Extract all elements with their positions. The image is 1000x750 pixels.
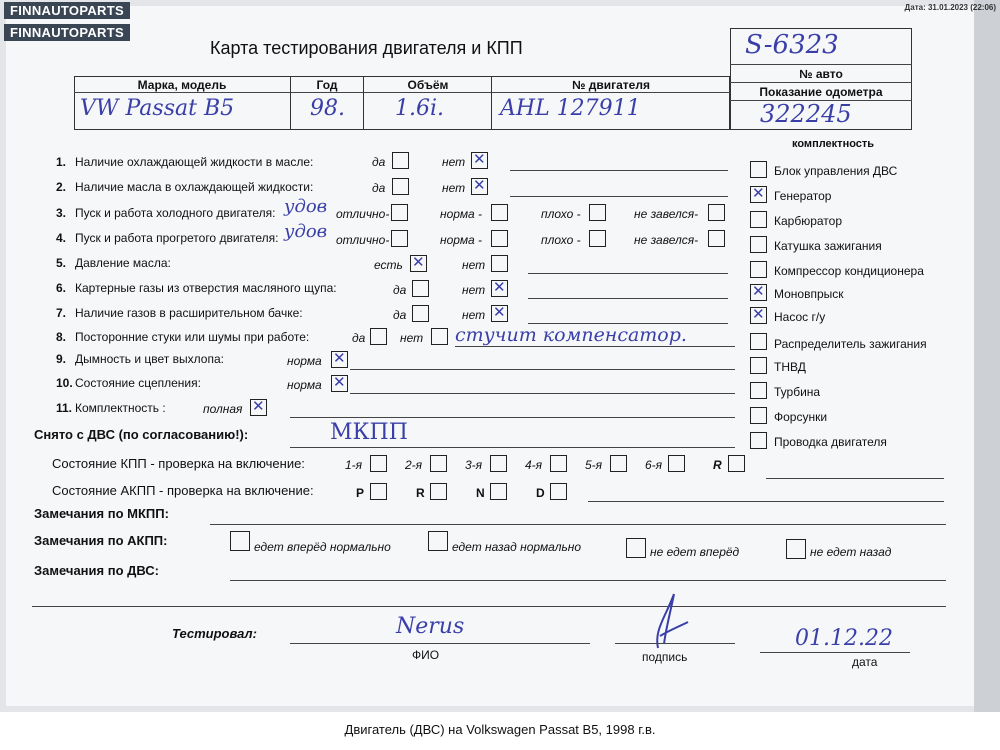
removed-label: Снято с ДВС (по согласованию!):: [34, 427, 249, 442]
item-7-num: 7.: [56, 306, 67, 320]
item-3-note: удов: [284, 196, 328, 217]
item-3-nostart-checkbox[interactable]: [708, 204, 725, 221]
header-engine-no: № двигателя: [572, 78, 650, 92]
item-8-note: стучит компенсатор.: [455, 324, 687, 346]
item-5-num: 5.: [56, 256, 67, 270]
kit-checkbox-4[interactable]: [750, 261, 767, 278]
item-3-excellent-checkbox[interactable]: [391, 204, 408, 221]
kpp-gear-3: 3-я: [465, 458, 483, 472]
akpp-gear-d: D: [536, 486, 545, 500]
header-odometer: Показание одометра: [759, 85, 883, 99]
item-8-yes-checkbox[interactable]: [370, 328, 387, 345]
item-8-no-checkbox[interactable]: [431, 328, 448, 345]
item-6-yes-checkbox[interactable]: [412, 280, 429, 297]
kit-label-2: Карбюратор: [774, 214, 843, 228]
kit-label-4: Компрессор кондиционера: [774, 264, 924, 278]
item-6-opt-no: нет: [462, 283, 486, 297]
kpp-gear-4: 4-я: [525, 458, 543, 472]
form-title: Карта тестирования двигателя и КПП: [210, 38, 523, 58]
item-3-label: Пуск и работа холодного двигателя:: [75, 206, 276, 220]
item-3-opt-bad: плохо -: [541, 207, 581, 221]
kpp-gear-4-checkbox[interactable]: [550, 455, 567, 472]
item-4-num: 4.: [56, 231, 67, 245]
item-11-label: Комплектность :: [75, 401, 166, 415]
kpp-gear-r: R: [713, 458, 722, 472]
item-9-opt-normal: норма: [287, 354, 322, 368]
item-1-opt-yes: да: [372, 155, 386, 169]
date-label: дата: [852, 655, 878, 669]
item-7-opt-no: нет: [462, 308, 486, 322]
brand-model-value: VW Passat B5: [80, 96, 235, 121]
kit-label-10: Форсунки: [774, 410, 828, 424]
item-4-opt-bad: плохо -: [541, 233, 581, 247]
item-10-num: 10.: [56, 376, 73, 390]
year-value: 98.: [310, 96, 345, 121]
kit-checkbox-0[interactable]: [750, 161, 767, 178]
kit-checkbox-10[interactable]: [750, 407, 767, 424]
item-10-opt-normal: норма: [287, 378, 322, 392]
item-3-opt-normal: норма -: [440, 207, 483, 221]
signature-label: подпись: [642, 650, 688, 664]
akpp-gear-p-checkbox[interactable]: [370, 483, 387, 500]
kit-checkbox-11[interactable]: [750, 432, 767, 449]
kpp-label: Состояние КПП - проверка на включение:: [52, 456, 305, 471]
item-6-no-checkbox[interactable]: [491, 280, 508, 297]
header-volume: Объём: [407, 78, 449, 92]
kpp-gear-5: 5-я: [585, 458, 603, 472]
removed-value: МКПП: [330, 420, 408, 445]
item-9-label: Дымность и цвет выхлопа:: [75, 352, 224, 366]
kit-checkbox-3[interactable]: [750, 236, 767, 253]
item-3-opt-excellent: отлично-: [336, 207, 390, 221]
watermark-logo-2: FINNAUTOPARTS: [4, 24, 130, 41]
remarks-dvs-label: Замечания по ДВС:: [34, 563, 159, 578]
item-4-normal-checkbox[interactable]: [491, 230, 508, 247]
item-8-label: Посторонние стуки или шумы при работе:: [75, 330, 310, 344]
akpp-gear-n: N: [476, 486, 485, 500]
item-9-normal-checkbox[interactable]: [331, 351, 348, 368]
kpp-gear-2-checkbox[interactable]: [430, 455, 447, 472]
item-4-label: Пуск и работа прогретого двигателя:: [75, 231, 279, 245]
akpp-no-forward-checkbox[interactable]: [626, 538, 646, 558]
akpp-label: Состояние АКПП - проверка на включение:: [52, 483, 314, 498]
kit-checkbox-1[interactable]: [750, 186, 767, 203]
item-4-opt-normal: норма -: [440, 233, 483, 247]
akpp-back-ok-checkbox[interactable]: [428, 531, 448, 551]
item-2-label: Наличие масла в охлаждающей жидкости:: [75, 180, 314, 194]
item-3-num: 3.: [56, 206, 67, 220]
item-4-opt-excellent: отлично-: [336, 233, 390, 247]
tester-name: Nerus: [396, 614, 465, 639]
engine-no-value: AHL 127911: [500, 96, 641, 121]
akpp-no-back-checkbox[interactable]: [786, 539, 806, 559]
watermark-logo: FINNAUTOPARTS: [4, 2, 130, 19]
item-6-num: 6.: [56, 281, 67, 295]
item-1-yes-checkbox[interactable]: [392, 152, 409, 169]
item-11-opt-full: полная: [203, 402, 243, 416]
paper-shadow: [974, 0, 1000, 712]
item-1-no-checkbox[interactable]: [471, 152, 488, 169]
item-4-note: удов: [284, 221, 328, 242]
item-7-label: Наличие газов в расширительном бачке:: [75, 306, 303, 320]
item-7-opt-yes: да: [393, 308, 407, 322]
kpp-gear-1: 1-я: [345, 458, 363, 472]
item-2-num: 2.: [56, 180, 67, 194]
item-8-opt-yes: да: [352, 331, 366, 345]
header-car-no: № авто: [799, 67, 843, 81]
kit-checkbox-9[interactable]: [750, 382, 767, 399]
date-value: 01.12.22: [795, 626, 893, 651]
fio-label: ФИО: [412, 648, 440, 662]
item-4-opt-nostart: не завелся-: [634, 233, 699, 247]
item-5-opt-yes: есть: [374, 258, 403, 272]
akpp-back-ok-label: едет назад нормально: [452, 540, 582, 554]
kit-checkbox-8[interactable]: [750, 357, 767, 374]
item-4-nostart-checkbox[interactable]: [708, 230, 725, 247]
kit-label-5: Моновпрыск: [774, 287, 844, 301]
akpp-forward-ok-label: едет вперёд нормально: [254, 540, 391, 554]
item-11-num: 11.: [56, 401, 73, 415]
item-8-num: 8.: [56, 330, 67, 344]
akpp-gear-r-checkbox[interactable]: [430, 483, 447, 500]
kpp-gear-6: 6-я: [645, 458, 663, 472]
item-7-yes-checkbox[interactable]: [412, 305, 429, 322]
kit-checkbox-6[interactable]: [750, 307, 767, 324]
akpp-forward-ok-checkbox[interactable]: [230, 531, 250, 551]
kpp-gear-1-checkbox[interactable]: [370, 455, 387, 472]
kpp-gear-r-checkbox[interactable]: [728, 455, 745, 472]
item-6-label: Картерные газы из отверстия масляного щупа:: [75, 281, 337, 295]
item-5-yes-checkbox[interactable]: [410, 255, 427, 272]
kit-title: комплектность: [792, 138, 875, 150]
odometer-value: 322245: [760, 100, 852, 128]
page-caption: Двигатель (ДВС) на Volkswagen Passat B5, 1998 г.в.: [344, 722, 656, 737]
header-year: Год: [316, 78, 338, 92]
item-2-yes-checkbox[interactable]: [392, 178, 409, 195]
akpp-no-back-label: не едет назад: [810, 545, 892, 559]
kit-checkbox-7[interactable]: [750, 333, 767, 350]
item-5-label: Давление масла:: [75, 256, 171, 270]
kit-label-1: Генератор: [774, 189, 832, 203]
item-10-normal-checkbox[interactable]: [331, 375, 348, 392]
item-1-label: Наличие охлаждающей жидкости в масле:: [75, 155, 314, 169]
akpp-gear-p: P: [356, 486, 365, 500]
signature-mark: [630, 586, 700, 656]
kpp-gear-5-checkbox[interactable]: [610, 455, 627, 472]
item-4-bad-checkbox[interactable]: [589, 230, 606, 247]
kit-label-11: Проводка двигателя: [774, 435, 887, 449]
kit-checkbox-2[interactable]: [750, 211, 767, 228]
item-10-label: Состояние сцепления:: [75, 376, 201, 390]
kpp-gear-3-checkbox[interactable]: [490, 455, 507, 472]
kit-label-8: ТНВД: [774, 360, 806, 374]
remarks-akpp-label: Замечания по АКПП:: [34, 533, 168, 548]
kit-label-3: Катушка зажигания: [774, 239, 882, 253]
kit-label-0: Блок управления ДВС: [774, 164, 898, 178]
item-2-no-checkbox[interactable]: [471, 178, 488, 195]
akpp-gear-d-checkbox[interactable]: [550, 483, 567, 500]
kit-label-9: Турбина: [774, 385, 821, 399]
item-9-num: 9.: [56, 352, 67, 366]
item-1-num: 1.: [56, 155, 67, 169]
item-1-opt-no: нет: [442, 155, 466, 169]
item-11-full-checkbox[interactable]: [250, 399, 267, 416]
akpp-no-forward-label: не едет вперёд: [650, 545, 740, 559]
item-8-opt-no: нет: [400, 331, 424, 345]
tested-label: Тестировал:: [172, 626, 257, 641]
item-3-normal-checkbox[interactable]: [491, 204, 508, 221]
kpp-gear-6-checkbox[interactable]: [668, 455, 685, 472]
kit-label-6: Насос г/у: [774, 310, 826, 324]
item-4-excellent-checkbox[interactable]: [391, 230, 408, 247]
kit-checkbox-5[interactable]: [750, 284, 767, 301]
item-2-opt-no: нет: [442, 181, 466, 195]
item-5-opt-no: нет: [462, 258, 486, 272]
akpp-gear-n-checkbox[interactable]: [490, 483, 507, 500]
item-7-no-checkbox[interactable]: [491, 305, 508, 322]
item-3-opt-nostart: не завелся-: [634, 207, 699, 221]
item-3-bad-checkbox[interactable]: [589, 204, 606, 221]
item-2-opt-yes: да: [372, 181, 386, 195]
volume-value: 1.6i.: [395, 96, 445, 121]
item-5-no-checkbox[interactable]: [491, 255, 508, 272]
remarks-mkpp-label: Замечания по МКПП:: [34, 506, 169, 521]
kpp-gear-2: 2-я: [405, 458, 423, 472]
stamp-date: Дата: 31.01.2023 (22:06): [904, 3, 996, 12]
akpp-gear-r: R: [416, 486, 425, 500]
kit-label-7: Распределитель зажигания: [774, 337, 927, 351]
item-6-opt-yes: да: [393, 283, 407, 297]
serial-number: S-6323: [745, 30, 839, 60]
header-brand-model: Марка, модель: [137, 78, 227, 92]
